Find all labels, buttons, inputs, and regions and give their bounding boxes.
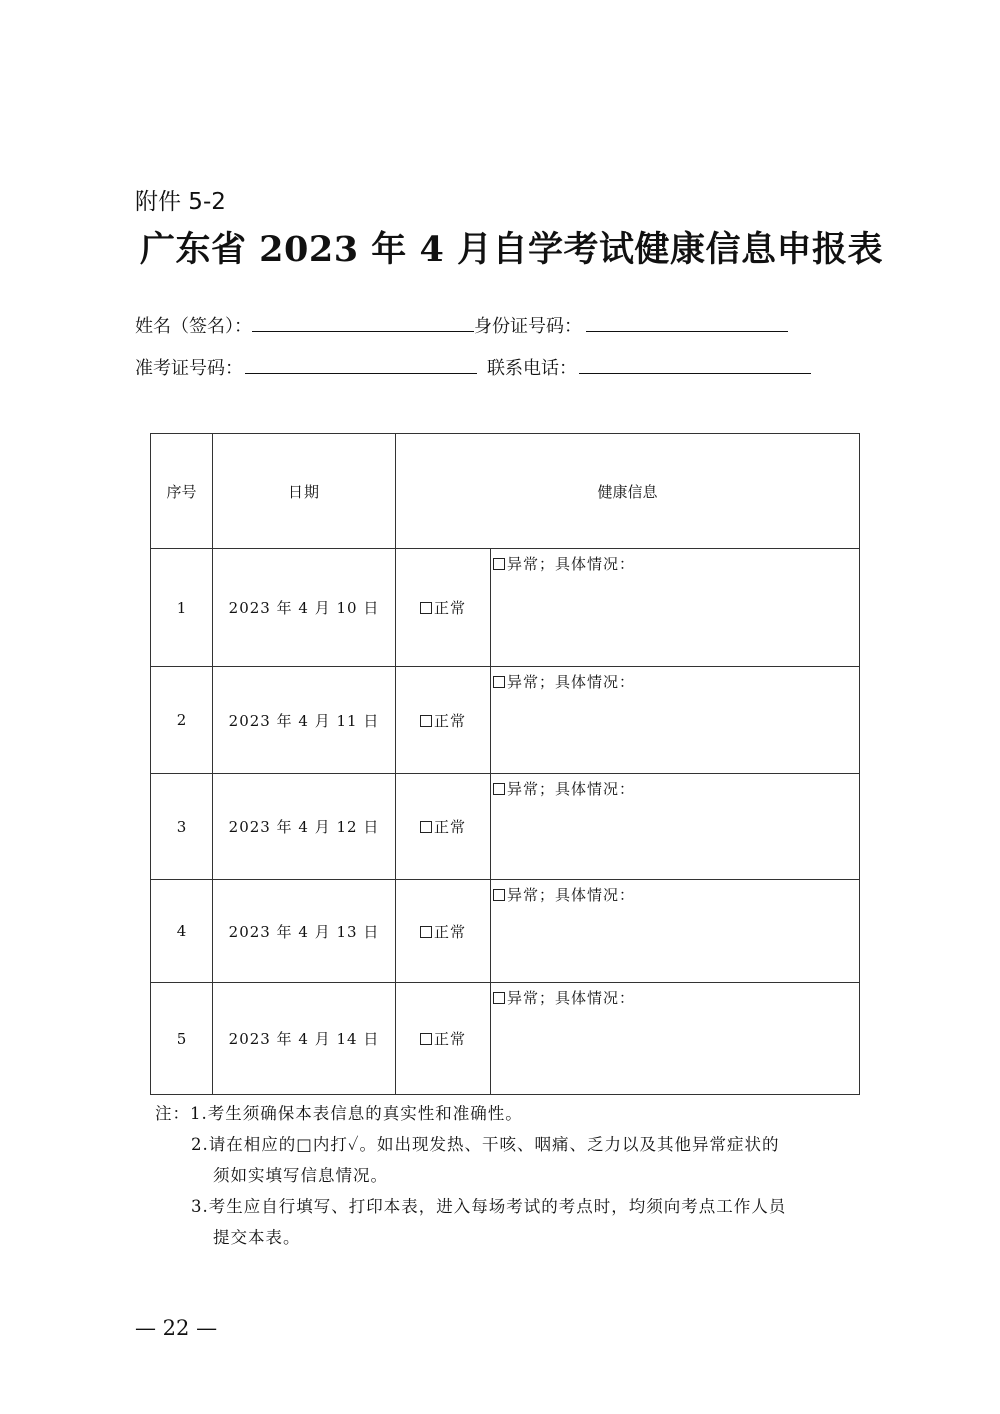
abnormal-option[interactable]: 异常；具体情况： [491, 983, 860, 1095]
table-row [151, 667, 860, 774]
notes-prefix: 注： [155, 1104, 190, 1123]
field-row-1 [135, 311, 788, 340]
table-row [151, 983, 860, 1095]
checkbox-icon[interactable] [420, 821, 432, 833]
page-number: — 22 — [135, 1316, 218, 1340]
table-row [151, 774, 860, 880]
checkbox-icon[interactable] [493, 889, 505, 901]
note-line: 须如实填写信息情况。 [213, 1166, 388, 1185]
id-label: 身份证号码： [474, 316, 582, 337]
note-line: 3.考生应自行填写、打印本表，进入每场考试的考点时，均须向考点工作人员 [191, 1197, 787, 1216]
note-line: 注：1.考生须确保本表信息的真实性和准确性。 [155, 1104, 523, 1123]
row-index: 5 [151, 983, 213, 1095]
table-header-row [151, 434, 860, 549]
abnormal-option[interactable]: 异常；具体情况： [491, 774, 860, 880]
checkbox-icon[interactable] [420, 926, 432, 938]
id-number-field[interactable] [586, 311, 788, 332]
name-field[interactable] [252, 311, 474, 332]
page-title: 广东省 2023 年 4 月自学考试健康信息申报表 [140, 229, 884, 270]
abnormal-option[interactable]: 异常；具体情况： [491, 880, 860, 983]
checkbox-icon[interactable] [420, 715, 432, 727]
checkbox-icon[interactable] [493, 783, 505, 795]
checkbox-icon[interactable] [493, 992, 505, 1004]
checkbox-icon[interactable] [420, 1033, 432, 1045]
attachment-label: 附件 5-2 [135, 189, 226, 215]
name-label: 姓名（签名）： [135, 316, 252, 337]
header-index: 序号 [151, 434, 213, 549]
row-date: 2023 年 4 月 13 日 [213, 880, 396, 983]
normal-option[interactable]: 正常 [396, 549, 491, 667]
normal-option[interactable]: 正常 [396, 983, 491, 1095]
row-index: 4 [151, 880, 213, 983]
notes-section [155, 1098, 885, 1253]
abnormal-option[interactable]: 异常；具体情况： [491, 549, 860, 667]
header-health: 健康信息 [396, 434, 860, 549]
normal-option[interactable]: 正常 [396, 880, 491, 983]
row-index: 1 [151, 549, 213, 667]
checkbox-icon[interactable] [493, 558, 505, 570]
row-date: 2023 年 4 月 11 日 [213, 667, 396, 774]
checkbox-icon[interactable] [493, 676, 505, 688]
header-date: 日期 [213, 434, 396, 549]
normal-option[interactable]: 正常 [396, 667, 491, 774]
note-line: 2.请在相应的□内打✓。如出现发热、干咳、咽痛、乏力以及其他异常症状的 [191, 1135, 780, 1154]
note-line: 提交本表。 [213, 1228, 301, 1247]
admission-label: 准考证号码： [135, 358, 243, 379]
field-row-2 [135, 353, 811, 382]
row-date: 2023 年 4 月 12 日 [213, 774, 396, 880]
phone-label: 联系电话： [487, 358, 577, 379]
checkbox-icon[interactable] [420, 602, 432, 614]
row-index: 2 [151, 667, 213, 774]
admission-number-field[interactable] [245, 353, 477, 374]
row-date: 2023 年 4 月 14 日 [213, 983, 396, 1095]
row-index: 3 [151, 774, 213, 880]
health-declaration-table [150, 433, 860, 1095]
phone-field[interactable] [579, 353, 811, 374]
abnormal-option[interactable]: 异常；具体情况： [491, 667, 860, 774]
normal-option[interactable]: 正常 [396, 774, 491, 880]
row-date: 2023 年 4 月 10 日 [213, 549, 396, 667]
table-row [151, 549, 860, 667]
table-row [151, 880, 860, 983]
